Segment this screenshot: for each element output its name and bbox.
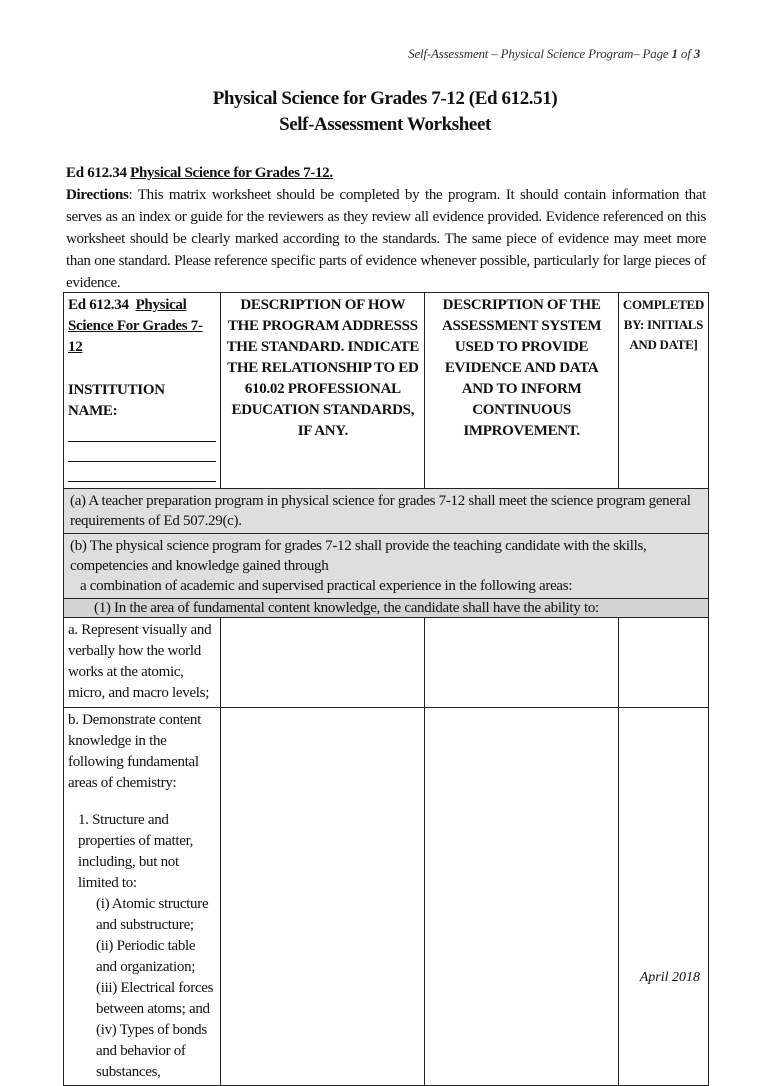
running-header [408,46,700,62]
institution-name-field-1[interactable] [68,425,216,442]
item-a-text: a. Represent visually and verbally how the world works at the atomic, micro, and macro levels; [64,618,221,708]
item-b1-text: 1. Structure and properties of matter, including, but not limited to: [78,812,194,891]
directions-paragraph [66,184,706,294]
table-row [64,489,709,534]
directions-label: Directions [66,187,129,203]
document-title [0,86,770,138]
assessment-column-header: DESCRIPTION OF THE ASSESSMENT SYSTEM USED TO PROVIDE EVIDENCE AND DATA AND TO INFORM CONTINUOUS IMPROVEMENT. [425,293,619,489]
item-b-completed-cell[interactable] [618,708,708,1086]
item-b1-ii: (ii) Periodic table and organization; [96,938,196,975]
title-line-2: Self-Assessment Worksheet [279,114,491,135]
row-a-text: (a) A teacher preparation program in physical science for grades 7-12 shall meet the science program general requirements of Ed 507.29(c). [64,489,709,534]
item-b-text [64,708,221,1086]
item-a-description-cell[interactable] [221,618,425,708]
institution-label: INSTITUTION NAME: [68,382,165,419]
assessment-table [63,292,709,1086]
row-b-line-1: (b) The physical science program for grades 7-12 shall provide the teaching candidate with the skills, competencies and knowledge gained through [70,538,647,574]
table-header-row [64,293,709,489]
institution-name-field-2[interactable] [68,445,216,462]
row-b-text [64,534,709,599]
row-b-subheading: (1) In the area of fundamental content knowledge, the candidate shall have the ability to: [64,599,709,618]
table-row [64,618,709,708]
table-row [64,534,709,599]
completed-column-header: COMPLETED BY: INITIALS AND DATE] [618,293,708,489]
intro-section [66,162,706,294]
column-std-code: Ed 612.34 [68,297,129,313]
standard-column-header [64,293,221,489]
page-total: 3 [693,46,700,61]
column-std-name: Physical Science For Grades 7-12 [68,297,203,355]
item-b1-i: (i) Atomic structure and substructure; [96,896,209,933]
table-row [64,599,709,618]
item-b1-iv: (iv) Types of bonds and behavior of substances, [96,1022,207,1080]
page-number: 1 [671,46,678,61]
item-a-assessment-cell[interactable] [425,618,619,708]
standard-code: Ed 612.34 [66,165,127,181]
standard-name: Physical Science for Grades 7-12. [130,165,333,181]
footer-date: April 2018 [639,970,700,985]
item-a-completed-cell[interactable] [618,618,708,708]
item-b1-iii: (iii) Electrical forces between atoms; and [96,980,214,1017]
directions-text: : This matrix worksheet should be completed by the program. It should contain information that serves as an index or guide for the reviewers as they review all evidence provided. Evidence referenced on this worksheet should be clearly marked according to the standards. The same piece of evidence may meet more than one standard. Please reference specific parts of evidence whenever possible, particularly for large pieces of evidence. [66,187,706,291]
table-row [64,708,709,1086]
page-of: of [680,46,691,61]
row-b-line-2: a combination of academic and supervised practical experience in the following areas: [80,578,573,594]
title-line-1: Physical Science for Grades 7-12 (Ed 612.51) [212,88,558,109]
item-b-description-cell[interactable] [221,708,425,1086]
standard-heading [66,162,706,184]
description-column-header: DESCRIPTION OF HOW THE PROGRAM ADDRESSS THE STANDARD. INDICATE THE RELATIONSHIP TO ED 610.02 PROFESSIONAL EDUCATION STANDARDS, IF ANY. [221,293,425,489]
item-b-intro: b. Demonstrate content knowledge in the following fundamental areas of chemistry: [68,712,201,791]
item-b-assessment-cell[interactable] [425,708,619,1086]
running-title: Self-Assessment – Physical Science Program– Page [408,46,669,61]
institution-name-field-3[interactable] [68,465,216,482]
